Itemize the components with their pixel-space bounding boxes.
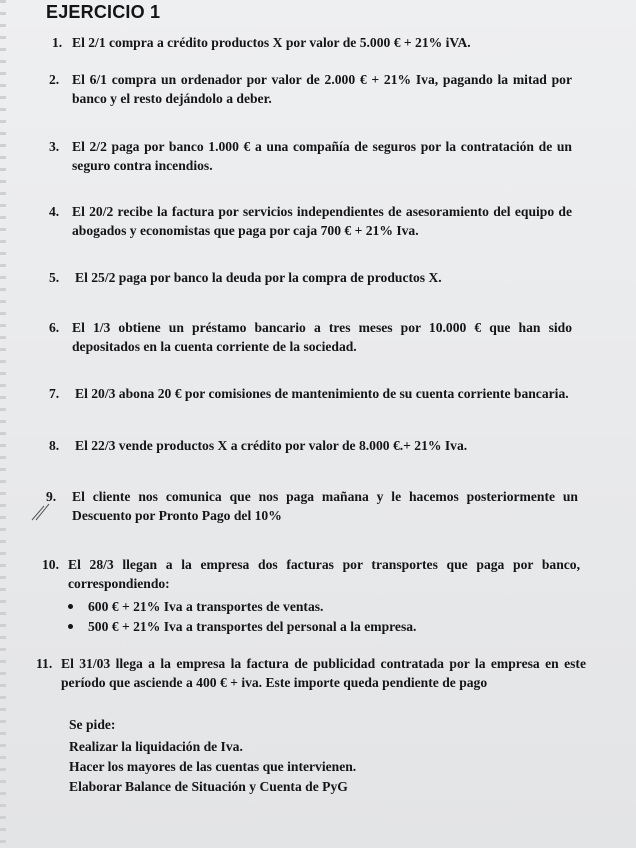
item-number: 4. — [49, 204, 60, 219]
item-text-line: El 31/03 llega a la empresa la factura de publicidad contratada por la empresa en este — [61, 656, 586, 671]
item-number: 2. — [49, 72, 60, 87]
item-number: 8. — [49, 438, 60, 453]
item-text-line: El 20/3 abona 20 € por comisiones de mantenimiento de su cuenta corriente bancaria. — [75, 386, 569, 401]
item-number: 10. — [42, 557, 59, 572]
bullet-icon — [68, 604, 73, 609]
exercise-item-1 — [52, 33, 572, 53]
exercise-item-6 — [49, 318, 572, 358]
item-text-line: depositados en la cuenta corriente de la sociedad. — [72, 339, 357, 354]
binding-edge — [0, 0, 6, 848]
item-number: 7. — [49, 386, 60, 401]
item-text-line: banco y el resto dejándolo a deber. — [72, 91, 272, 106]
item-number: 5. — [49, 270, 60, 285]
bullet-icon — [68, 624, 73, 629]
requirement-line: Realizar la liquidación de Iva. — [69, 739, 243, 754]
bullet-text: 600 € + 21% Iva a transportes de ventas. — [88, 599, 324, 614]
item-text-line: seguro contra incendios. — [72, 158, 213, 173]
exercise-item-4 — [49, 202, 572, 242]
exercise-item-10 — [42, 555, 580, 595]
exercise-item-8 — [49, 436, 572, 456]
exercise-item-3 — [49, 137, 572, 177]
item-text-line: Descuento por Pronto Pago del 10% — [72, 508, 282, 523]
item-number: 9. — [46, 489, 57, 504]
item-number: 3. — [49, 139, 60, 154]
bullet-text: 500 € + 21% Iva a transportes del personal a la empresa. — [88, 619, 417, 634]
item-text-line: El cliente nos comunica que nos paga mañana y le hacemos posteriormente un — [72, 489, 578, 504]
item-text-line: El 6/1 compra un ordenador por valor de 2.000 € + 21% Iva, pagando la mitad por — [72, 72, 572, 87]
item-number: 6. — [49, 320, 60, 335]
exercise-item-2 — [49, 70, 572, 110]
item-text-line: El 2/2 paga por banco 1.000 € a una compañía de seguros por la contratación de un — [72, 139, 572, 154]
requirements-heading: Se pide: — [69, 717, 116, 732]
item-text-line: período que asciende a 400 € + iva. Este importe queda pendiente de pago — [61, 675, 488, 690]
item-text-line: El 22/3 vende productos X a crédito por valor de 8.000 €.+ 21% Iva. — [75, 438, 468, 453]
item-text-line: El 20/2 recibe la factura por servicios independientes de asesoramiento del equipo de — [72, 204, 572, 219]
exercise-item-11 — [36, 654, 586, 694]
exercise-item-7 — [49, 384, 579, 404]
document-title: EJERCICIO 1 — [46, 2, 161, 22]
item-text-line: El 2/1 compra a crédito productos X por valor de 5.000 € + 21% iVA. — [72, 35, 471, 50]
requirement-line: Hacer los mayores de las cuentas que intervienen. — [69, 759, 357, 774]
item-text-line: El 1/3 obtiene un préstamo bancario a tres meses por 10.000 € que han sido — [72, 320, 572, 335]
item-number: 11. — [36, 656, 53, 671]
exercise-item-5 — [49, 268, 572, 288]
item-text-line: El 28/3 llegan a la empresa dos facturas por transportes que paga por banco, — [68, 557, 580, 572]
item-text-line: El 25/2 paga por banco la deuda por la compra de productos X. — [75, 270, 442, 285]
item-text-line: correspondiendo: — [68, 576, 170, 591]
requirement-line: Elaborar Balance de Situación y Cuenta de PyG — [69, 779, 348, 794]
item-text-line: abogados y economistas que paga por caja 700 € + 21% Iva. — [72, 223, 419, 238]
exercise-item-9 — [46, 487, 578, 527]
item-number: 1. — [52, 35, 63, 50]
requirements-block — [69, 715, 356, 797]
